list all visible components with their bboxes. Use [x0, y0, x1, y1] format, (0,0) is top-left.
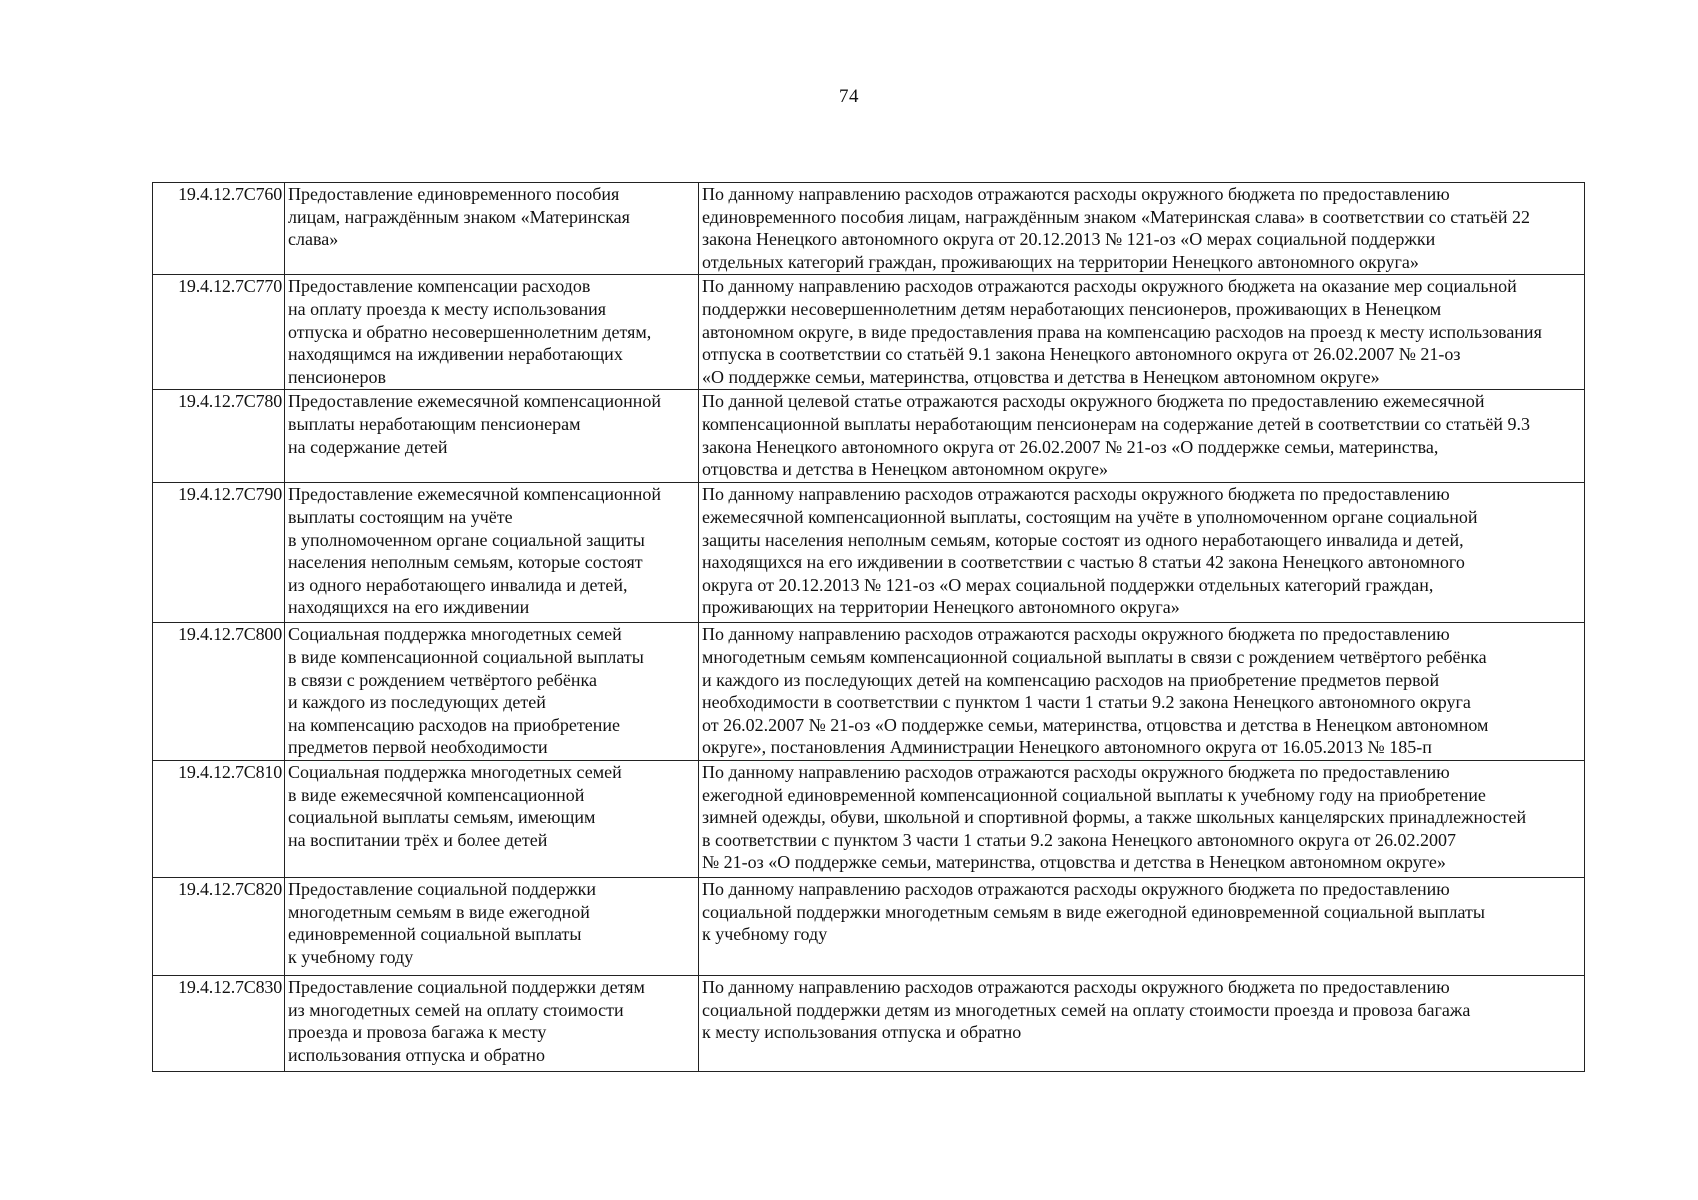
page-number: 74	[839, 86, 859, 107]
target-article-description: По данному направлению расходов отражаются расходы окружного бюджета по предоставлению многодетным семьям компенсационной социальной выплаты в связи с рождением четвёртого ребёнка и каждого из последующих детей на компенсацию расходов на приобретение предметов первой необходимости в соответствии с пунктом 1 части 1 статьи 9.2 закона Ненецкого автономного округа от 26.02.2007 № 21-оз «О поддержке семьи, материнства, отцовства и детства в Ненецком автономном округе», постановления Администрации Ненецкого автономного округа от 16.05.2013 № 185-п	[699, 623, 1585, 761]
table-row	[153, 483, 1585, 623]
target-article-description: По данной целевой статье отражаются расходы окружного бюджета по предоставлению ежемесячной компенсационной выплаты неработающим пенсионерам на содержание детей в соответствии со статьёй 9.3 закона Ненецкого автономного округа от 26.02.2007 № 21-оз «О поддержке семьи, материнства, отцовства и детства в Ненецком автономном округе»	[699, 390, 1585, 483]
target-article-description: По данному направлению расходов отражаются расходы окружного бюджета по предоставлению социальной поддержки многодетным семьям в виде ежегодной единовременной социальной выплаты к учебному году	[699, 877, 1585, 975]
target-article-code: 19.4.12.7С790	[153, 483, 285, 623]
table-row	[153, 975, 1585, 1071]
budget-classification-table	[152, 182, 1585, 1072]
target-article-code: 19.4.12.7С830	[153, 975, 285, 1071]
table-row	[153, 877, 1585, 975]
target-article-code: 19.4.12.7С820	[153, 877, 285, 975]
target-article-description: По данному направлению расходов отражаются расходы окружного бюджета по предоставлению единовременного пособия лицам, награждённым знаком «Материнская слава» в соответствии со статьёй 22 закона Ненецкого автономного округа от 20.12.2013 № 121-оз «О мерах социальной поддержки отдельных категорий граждан, проживающих на территории Ненецкого автономного округа»	[699, 183, 1585, 275]
target-article-name: Предоставление ежемесячной компенсационной выплаты состоящим на учёте в уполномоченном органе социальной защиты населения неполным семьям, которые состоят из одного неработающего инвалида и детей, находящихся на его иждивении	[285, 483, 699, 623]
target-article-name: Предоставление ежемесячной компенсационной выплаты неработающим пенсионерам на содержание детей	[285, 390, 699, 483]
target-article-code: 19.4.12.7С770	[153, 275, 285, 390]
target-article-name: Предоставление социальной поддержки детям из многодетных семей на оплату стоимости проезда и провоза багажа к месту использования отпуска и обратно	[285, 975, 699, 1071]
target-article-code: 19.4.12.7С760	[153, 183, 285, 275]
target-article-description: По данному направлению расходов отражаются расходы окружного бюджета по предоставлению социальной поддержки детям из многодетных семей на оплату стоимости проезда и провоза багажа к месту использования отпуска и обратно	[699, 975, 1585, 1071]
target-article-name: Социальная поддержка многодетных семей в виде компенсационной социальной выплаты в связи с рождением четвёртого ребёнка и каждого из последующих детей на компенсацию расходов на приобретение предметов первой необходимости	[285, 623, 699, 761]
target-article-description: По данному направлению расходов отражаются расходы окружного бюджета по предоставлению ежемесячной компенсационной выплаты, состоящим на учёте в уполномоченном органе социальной защиты населения неполным семьям, которые состоят из одного неработающего инвалида и детей, находящихся на его иждивении в соответствии с частью 8 статьи 42 закона Ненецкого автономного округа от 20.12.2013 № 121-оз «О мерах социальной поддержки отдельных категорий граждан, проживающих на территории Ненецкого автономного округа»	[699, 483, 1585, 623]
target-article-name: Социальная поддержка многодетных семей в виде ежемесячной компенсационной социальной выплаты семьям, имеющим на воспитании трёх и более детей	[285, 760, 699, 877]
table-row	[153, 275, 1585, 390]
target-article-description: По данному направлению расходов отражаются расходы окружного бюджета по предоставлению ежегодной единовременной компенсационной социальной выплаты к учебному году на приобретение зимней одежды, обуви, школьной и спортивной формы, а также школьных канцелярских принадлежностей в соответствии с пунктом 3 части 1 статьи 9.2 закона Ненецкого автономного округа от 26.02.2007 № 21-оз «О поддержке семьи, материнства, отцовства и детства в Ненецком автономном округе»	[699, 760, 1585, 877]
table-row	[153, 390, 1585, 483]
table-row	[153, 183, 1585, 275]
target-article-name: Предоставление компенсации расходов на оплату проезда к месту использования отпуска и обратно несовершеннолетним детям, находящимся на иждивении неработающих пенсионеров	[285, 275, 699, 390]
table-row	[153, 760, 1585, 877]
table-row	[153, 623, 1585, 761]
target-article-name: Предоставление социальной поддержки многодетным семьям в виде ежегодной единовременной социальной выплаты к учебному году	[285, 877, 699, 975]
target-article-code: 19.4.12.7С800	[153, 623, 285, 761]
target-article-name: Предоставление единовременного пособия лицам, награждённым знаком «Материнская слава»	[285, 183, 699, 275]
target-article-description: По данному направлению расходов отражаются расходы окружного бюджета на оказание мер социальной поддержки несовершеннолетним детям неработающих пенсионеров, проживающих в Ненецком автономном округе, в виде предоставления права на компенсацию расходов на проезд к месту использования отпуска в соответствии со статьёй 9.1 закона Ненецкого автономного округа от 26.02.2007 № 21-оз «О поддержке семьи, материнства, отцовства и детства в Ненецком автономном округе»	[699, 275, 1585, 390]
target-article-code: 19.4.12.7С810	[153, 760, 285, 877]
target-article-code: 19.4.12.7С780	[153, 390, 285, 483]
